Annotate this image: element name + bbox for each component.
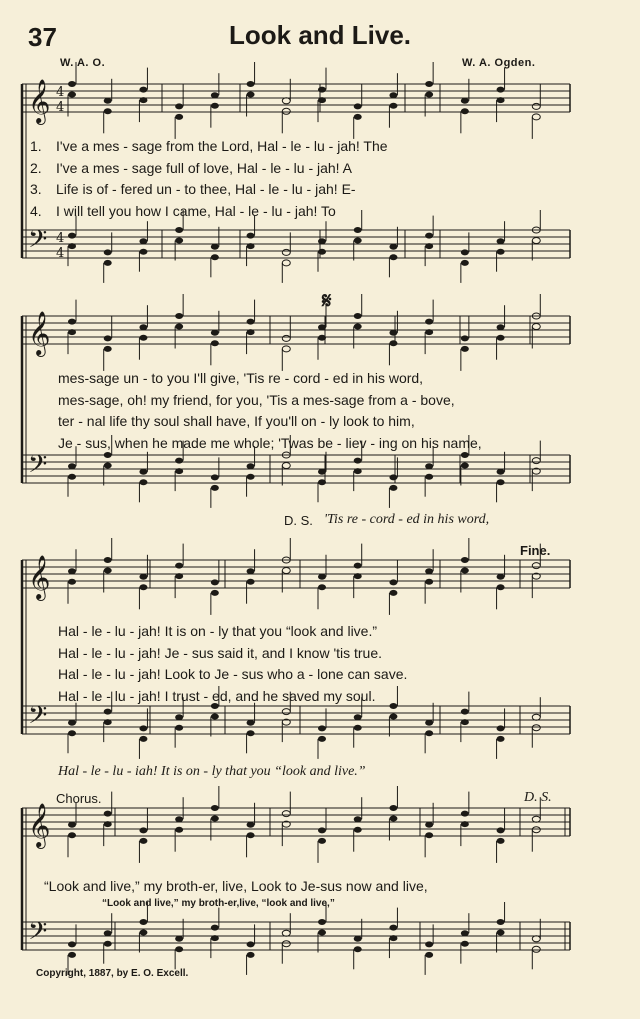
svg-text:4: 4 — [56, 85, 65, 100]
verse-line-4: 4. I will tell you how I came, Hal - le - lu - jah! To — [30, 203, 336, 219]
svg-text:𝄢: 𝄢 — [28, 701, 48, 736]
ds-lyric: 'Tis re - cord - ed in his word, — [324, 512, 490, 527]
svg-text:𝄞: 𝄞 — [28, 79, 51, 123]
svg-text:𝄞: 𝄞 — [28, 555, 51, 599]
copyright-notice: Copyright, 1887, by E. O. Excell. — [36, 968, 189, 979]
system3-lyric-2: Hal - le - lu - jah! Je - sus said it, and I know 'tis true. — [58, 645, 383, 661]
system2-lyric-4: Je - sus, when he made me whole; 'Twas be - liev - ing on his name, — [58, 435, 482, 451]
hymn-title: Look and Live. — [228, 20, 412, 50]
system3-lyric-3: Hal - le - lu - jah! Look to Je - sus who a - lone can save. — [58, 666, 408, 682]
system2-lyric-3: ter - nal life thy soul shall have, If you'll on - ly look to him, — [58, 413, 415, 429]
svg-text:𝄞: 𝄞 — [28, 803, 51, 847]
words-credit: W. A. O. — [60, 57, 106, 69]
system3-lyric-4: Hal - le - lu - jah! I trust - ed, and he saved my soul. — [58, 688, 376, 704]
svg-text:𝄢: 𝄢 — [28, 450, 48, 485]
hymn-number: 37 — [28, 22, 57, 52]
ds-label: D. S. — [284, 513, 313, 528]
segno-sign: 𝄋 — [322, 288, 332, 313]
music-credit: W. A. Ogden. — [462, 57, 536, 69]
verse-line-2: 2. I've a mes - sage full of love, Hal - le - lu - jah! A — [30, 160, 353, 176]
system2-lyric-1: mes-sage un - to you I'll give, 'Tis re - cord - ed in his word, — [58, 370, 424, 386]
svg-text:𝄞: 𝄞 — [28, 311, 51, 355]
fine-marking: Fine. — [520, 543, 551, 558]
svg-text:4: 4 — [56, 231, 65, 246]
svg-text:𝄢: 𝄢 — [28, 225, 48, 260]
chorus-ds: D. S. — [524, 790, 552, 805]
svg-text:4: 4 — [56, 100, 65, 115]
system2-lyric-2: mes-sage, oh! my friend, for you, 'Tis a mes-sage from a - bove, — [58, 392, 455, 408]
chorus-bass-lyric: “Look and live,” my broth-er,live, “look and live,” — [102, 898, 335, 909]
system3-lyric-1: Hal - le - lu - jah! It is on - ly that you “look and live.” — [58, 623, 378, 639]
verse-line-1: 1. I've a mes - sage from the Lord, Hal - le - lu - jah! The — [30, 138, 388, 154]
svg-text:4: 4 — [56, 246, 65, 261]
chorus-label: Chorus. — [56, 791, 102, 806]
chorus-lyric: “Look and live,” my broth-er, live, Look to Je-sus now and live, — [44, 878, 428, 894]
system3-bass-lyric: Hal - le - lu - iah! It is on - ly that you “look and live.” — [58, 764, 366, 779]
verse-line-3: 3. Life is of - fered un - to thee, Hal - le - lu - jah! E- — [30, 181, 356, 197]
svg-text:𝄢: 𝄢 — [28, 917, 48, 952]
